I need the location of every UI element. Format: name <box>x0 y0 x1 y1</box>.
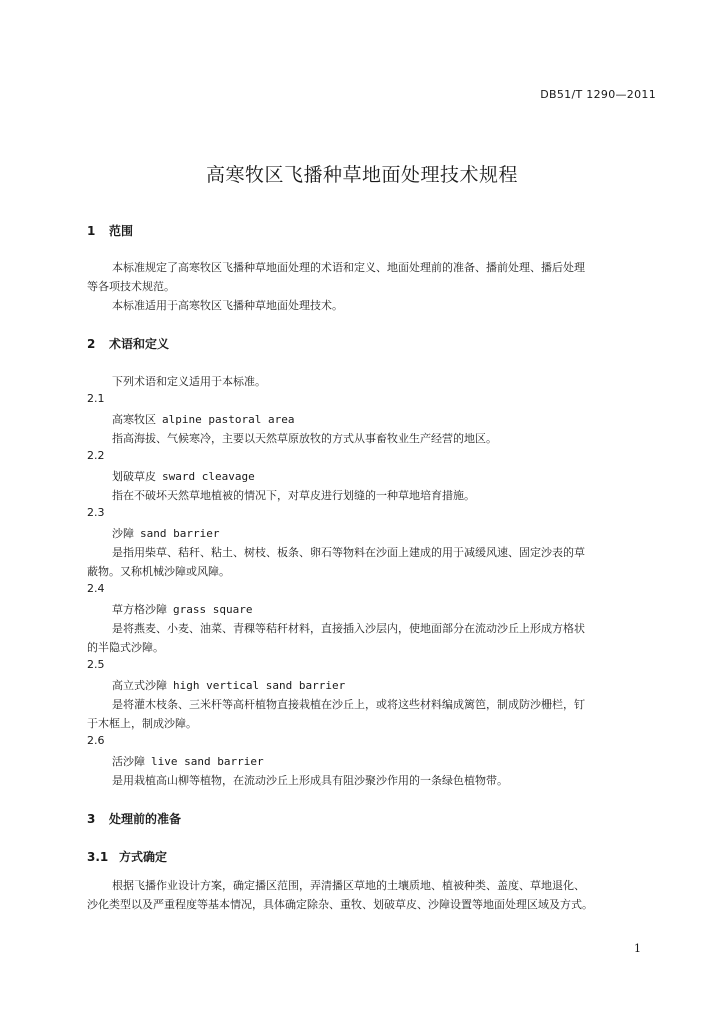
term-definition-continued: 的半隐式沙障。 <box>87 641 164 654</box>
subsection-3-1-heading <box>87 848 167 865</box>
term-chinese: 沙障 <box>112 527 134 540</box>
term-entry <box>112 411 294 427</box>
page-number: 1 <box>634 942 641 955</box>
term-definition-continued: 于木框上，制成沙障。 <box>87 717 197 730</box>
term-english: grass square <box>173 603 253 616</box>
term-definition: 是将燕麦、小麦、油菜、青稞等秸秆材料，直接插入沙层内，使地面部分在流动沙丘上形成方格状 <box>112 622 585 635</box>
term-definition: 是指用柴草、秸秆、粘土、树枝、板条、卵石等物料在沙面上建成的用于减缓风速、固定沙表的草 <box>112 546 585 559</box>
section-number: 3 <box>87 812 96 826</box>
term-chinese: 划破草皮 <box>112 470 156 483</box>
term-english: high vertical sand barrier <box>173 679 346 692</box>
term-entry <box>112 601 252 617</box>
subsection-title: 方式确定 <box>119 850 168 864</box>
document-title: 高寒牧区飞播种草地面处理技术规程 <box>205 164 518 186</box>
term-chinese: 高寒牧区 <box>112 413 156 426</box>
scope-paragraph-line-1: 本标准规定了高寒牧区飞播种草地面处理的术语和定义、地面处理前的准备、播前处理、播后处理 <box>112 261 585 274</box>
term-english: alpine pastoral area <box>162 413 295 426</box>
subsection-number: 3.1 <box>87 850 109 864</box>
term-definition: 是用栽植高山柳等植物，在流动沙丘上形成具有阻沙聚沙作用的一条绿色植物带。 <box>112 774 508 787</box>
method-paragraph-line-2: 沙化类型以及严重程度等基本情况，具体确定除杂、重牧、划破草皮、沙障设置等地面处理区域及方式。 <box>87 898 593 911</box>
term-number: 2.1 <box>87 392 105 405</box>
term-entry <box>112 753 264 769</box>
term-number: 2.5 <box>87 658 105 671</box>
section-title: 术语和定义 <box>109 337 170 351</box>
term-english: sward cleavage <box>162 470 255 483</box>
section-number: 1 <box>87 224 96 238</box>
term-english: sand barrier <box>140 527 220 540</box>
section-2-heading <box>87 335 169 352</box>
term-english: live sand barrier <box>151 755 264 768</box>
scope-paragraph-line-2: 等各项技术规范。 <box>87 280 175 293</box>
method-paragraph-line-1: 根据飞播作业设计方案，确定播区范围，弄清播区草地的土壤质地、植被种类、盖度、草地退化、 <box>112 879 585 892</box>
section-number: 2 <box>87 337 96 351</box>
section-3-heading <box>87 810 181 827</box>
term-definition: 指高海拔、气候寒冷，主要以天然草原放牧的方式从事畜牧业生产经营的地区。 <box>112 432 497 445</box>
term-entry <box>112 525 219 541</box>
section-title: 处理前的准备 <box>109 812 182 826</box>
term-definition-continued: 蔽物。又称机械沙障或风障。 <box>87 565 230 578</box>
section-1-heading <box>87 222 133 239</box>
standard-code: DB51/T 1290—2011 <box>540 88 656 101</box>
term-chinese: 高立式沙障 <box>112 679 167 692</box>
term-chinese: 草方格沙障 <box>112 603 167 616</box>
term-number: 2.6 <box>87 734 105 747</box>
term-entry <box>112 677 345 693</box>
terms-intro: 下列术语和定义适用于本标准。 <box>112 375 266 388</box>
term-chinese: 活沙障 <box>112 755 145 768</box>
term-definition: 是将灌木枝条、三米杆等高杆植物直接栽植在沙丘上，或将这些材料编成篱笆，制成防沙栅栏，钉 <box>112 698 585 711</box>
section-title: 范围 <box>109 224 134 238</box>
term-number: 2.2 <box>87 449 105 462</box>
term-entry <box>112 468 255 484</box>
term-number: 2.4 <box>87 582 105 595</box>
term-definition: 指在不破坏天然草地植被的情况下，对草皮进行划缝的一种草地培育措施。 <box>112 489 475 502</box>
scope-applicability: 本标准适用于高寒牧区飞播种草地面处理技术。 <box>112 299 343 312</box>
term-number: 2.3 <box>87 506 105 519</box>
